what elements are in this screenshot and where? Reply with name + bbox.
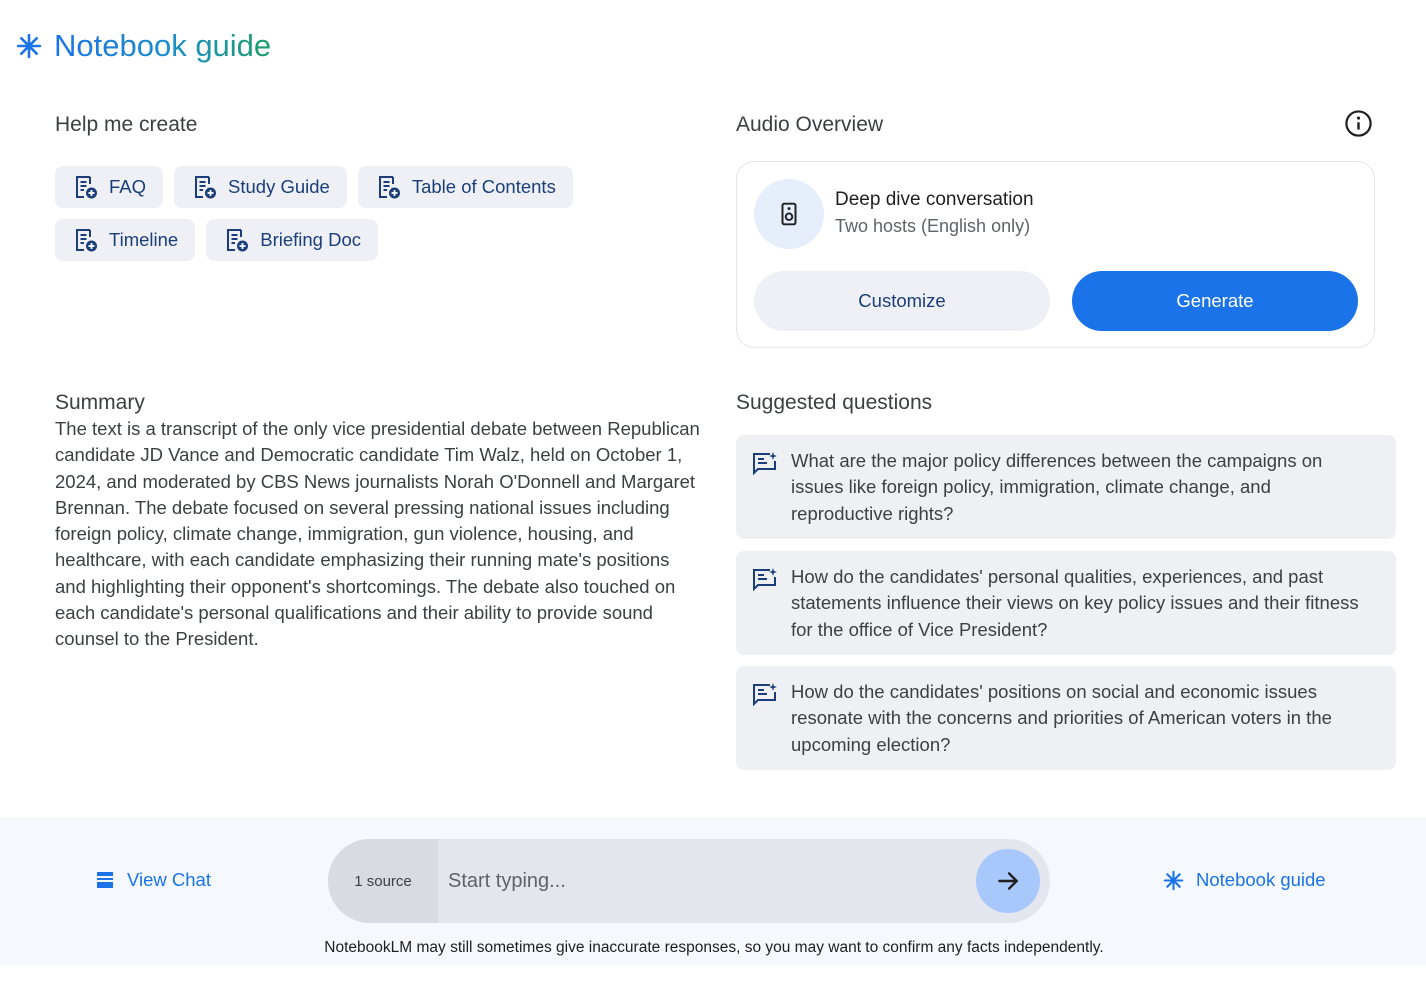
audio-overview-card [736, 161, 1375, 348]
notebook-guide-button[interactable] [1163, 869, 1326, 891]
info-icon[interactable] [1344, 109, 1373, 138]
notebook-guide-label: Notebook guide [1196, 869, 1326, 890]
audio-overview-title: Audio Overview [736, 113, 884, 136]
spark-icon [16, 33, 42, 59]
chat-spark-icon [750, 566, 780, 596]
chat-list-icon [95, 870, 115, 890]
note-add-icon [224, 227, 250, 253]
question-text: How do the candidates' personal qualities, experiences, and past statements influence their views on key policy issues and their fitness for the office of Vice President? [791, 566, 1359, 640]
chip-briefing-doc[interactable] [206, 219, 378, 261]
chip-faq[interactable] [55, 166, 163, 208]
arrow-right-icon [995, 868, 1021, 894]
audio-card-subtitle: Two hosts (English only) [835, 216, 1031, 236]
disclaimer-text: NotebookLM may still sometimes give inaccurate responses, so you may want to confirm any facts independently. [324, 939, 1104, 956]
chat-spark-icon [750, 450, 780, 480]
view-chat-label: View Chat [127, 869, 211, 890]
suggested-questions-title: Suggested questions [736, 391, 933, 414]
suggested-question[interactable] [736, 551, 1396, 655]
chat-footer [0, 817, 1426, 965]
help-create-chips [55, 166, 655, 261]
suggested-question[interactable] [736, 435, 1396, 539]
help-create-title: Help me create [55, 113, 198, 136]
chat-spark-icon [750, 681, 780, 711]
chat-input[interactable] [438, 839, 968, 923]
chip-label: Timeline [109, 229, 179, 250]
summary-title: Summary [55, 391, 145, 414]
note-add-icon [73, 174, 99, 200]
audio-card-title: Deep dive conversation [835, 189, 1034, 210]
view-chat-button[interactable] [95, 869, 211, 891]
spark-icon [1163, 870, 1184, 891]
chip-timeline[interactable] [55, 219, 195, 261]
chip-label: Table of Contents [411, 176, 556, 197]
send-button[interactable] [976, 849, 1040, 913]
chip-table-of-contents[interactable] [358, 166, 573, 208]
source-count-pill[interactable]: 1 source [328, 839, 438, 923]
page-header [16, 28, 271, 64]
page-title: Notebook guide [54, 28, 272, 63]
note-add-icon [376, 174, 402, 200]
audio-avatar [754, 179, 824, 249]
question-text: How do the candidates' positions on social and economic issues resonate with the concerns and priorities of American voters in the upcoming election? [791, 681, 1332, 755]
note-add-icon [73, 227, 99, 253]
chip-label: FAQ [109, 176, 147, 197]
suggested-question[interactable] [736, 666, 1396, 770]
generate-button[interactable]: Generate [1072, 271, 1358, 331]
customize-button[interactable]: Customize [754, 271, 1050, 331]
chat-input-bar [328, 839, 1050, 923]
question-text: What are the major policy differences between the campaigns on issues like foreign policy, immigration, climate change, and reproductive rights? [791, 450, 1323, 524]
chip-study-guide[interactable] [174, 166, 347, 208]
speaker-icon [776, 201, 802, 227]
chip-label: Study Guide [228, 176, 330, 197]
summary-text: The text is a transcript of the only vice presidential debate between Republican candidate JD Vance and Democratic candidate Tim Walz, held on October 1, 2024, and moderated by CBS News journalists Norah O'Donnell and Margaret Brennan. The debate focused on several pressing national issues including foreign policy, climate change, immigration, gun violence, housing, and healthcare, with each candidate emphasizing their running mate's positions and highlighting their opponent's shortcomings. The debate also touched on each candidate's personal qualifications and their ability to provide sound counsel to the President. [55, 418, 700, 650]
chip-label: Briefing Doc [260, 229, 361, 250]
note-add-icon [192, 174, 218, 200]
